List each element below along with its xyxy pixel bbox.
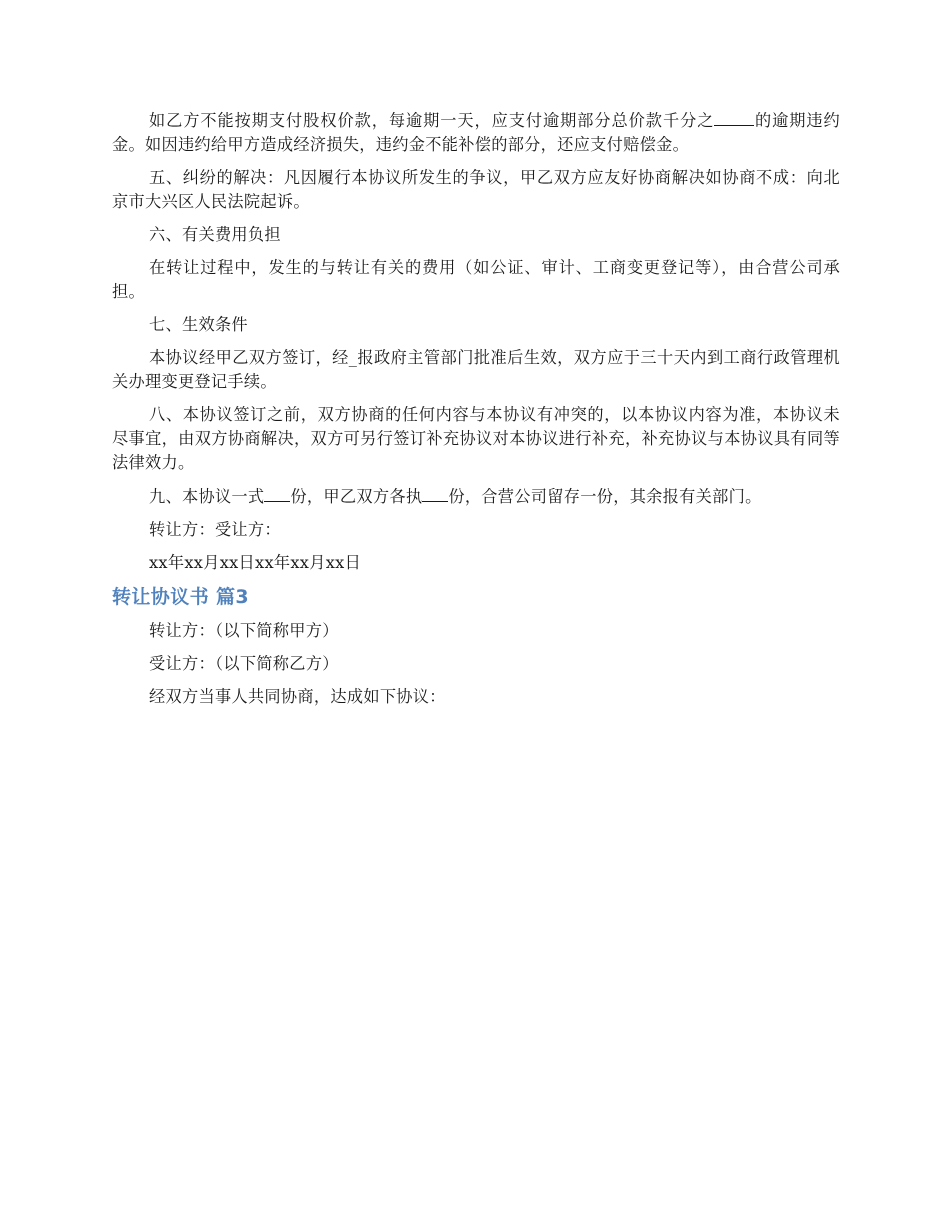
blank-line xyxy=(264,484,290,502)
blank-line xyxy=(422,484,448,502)
paragraph-agreement-intro: 经双方当事人共同协商，达成如下协议： xyxy=(149,687,446,706)
paragraph-copies xyxy=(112,484,840,509)
paragraph-transferee: 受让方：（以下简称乙方） xyxy=(149,654,339,673)
paragraph-effect-title: 七、生效条件 xyxy=(149,315,248,334)
paragraph-text: 的逾期违约金。如因违约给甲方造成经济损失，违约金不能补偿的部分，还应支付赔偿金。 xyxy=(112,111,841,154)
paragraph-text: 份，甲乙双方各执 xyxy=(290,487,423,506)
paragraph-dispute: 五、纠纷的解决：凡因履行本协议所发生的争议，甲乙双方应友好协商解决如协商不成：向北京市大兴区人民法院起诉。 xyxy=(112,168,840,211)
paragraph-text: 如乙方不能按期支付股权价款，每逾期一天，应支付逾期部分总价款千分之 xyxy=(149,111,715,130)
paragraph-fees: 在转让过程中，发生的与转让有关的费用（如公证、审计、工商变更登记等），由合营公司承担。 xyxy=(112,258,840,301)
section-heading: 转让协议书 篇3 xyxy=(112,586,250,608)
paragraph-fees-title: 六、有关费用负担 xyxy=(149,225,281,244)
paragraph-effect: 本协议经甲乙双方签订，经_报政府主管部门批准后生效，双方应于三十天内到工商行政管理机关办理变更登记手续。 xyxy=(112,348,840,391)
paragraph-text: 九、本协议一式 xyxy=(149,487,265,506)
paragraph-late-payment xyxy=(112,108,840,157)
document-page xyxy=(112,108,840,718)
paragraph-precedence: 八、本协议签订之前，双方协商的任何内容与本协议有冲突的，以本协议内容为准，本协议未尽事宜，由双方协商解决，双方可另行签订补充协议对本协议进行补充，补充协议与本协议具有同等法律效力。 xyxy=(112,405,840,472)
paragraph-transferor: 转让方：（以下简称甲方） xyxy=(149,621,339,640)
paragraph-text: 份，合营公司留存一份，其余报有关部门。 xyxy=(448,487,762,506)
blank-line xyxy=(714,108,754,126)
paragraph-dates: xx年xx月xx日xx年xx月xx日 xyxy=(149,553,362,572)
paragraph-parties: 转让方：受让方： xyxy=(149,520,281,539)
